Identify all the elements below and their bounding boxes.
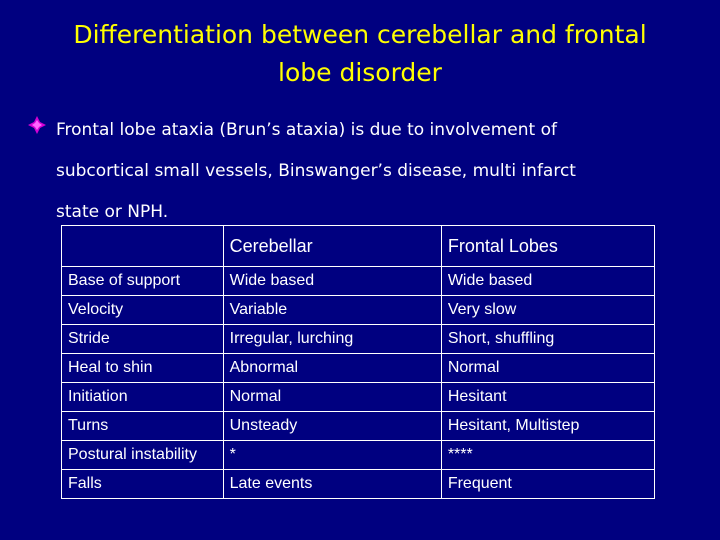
title-line-1: Differentiation between cerebellar and frontal	[73, 20, 647, 49]
table-row	[62, 354, 655, 383]
bullet-line-2: subcortical small vessels, Binswanger’s disease, multi infarct	[56, 161, 576, 181]
frontal-value: Frequent	[441, 470, 654, 499]
cerebellar-value: Normal	[223, 383, 441, 412]
row-label: Falls	[62, 470, 224, 499]
title-line-2: lobe disorder	[278, 58, 442, 87]
bullet-line-1: Frontal lobe ataxia (Brun’s ataxia) is due to involvement of	[56, 120, 557, 140]
table-row	[62, 441, 655, 470]
table-header-cell	[62, 226, 224, 267]
bullet-line-3: state or NPH.	[56, 202, 169, 222]
bullet-text	[56, 110, 656, 233]
cerebellar-value: Late events	[223, 470, 441, 499]
row-label: Base of support	[62, 267, 224, 296]
row-label: Initiation	[62, 383, 224, 412]
cerebellar-value: Variable	[223, 296, 441, 325]
slide-title	[40, 16, 680, 92]
frontal-value: Normal	[441, 354, 654, 383]
table-header-cerebellar: Cerebellar	[223, 226, 441, 267]
cerebellar-value: Abnormal	[223, 354, 441, 383]
frontal-value: Very slow	[441, 296, 654, 325]
table-row	[62, 267, 655, 296]
table-header-frontal-lobes: Frontal Lobes	[441, 226, 654, 267]
diamond-bullet-icon	[28, 116, 46, 134]
cerebellar-value: *	[223, 441, 441, 470]
frontal-value: Short, shuffling	[441, 325, 654, 354]
row-label: Heal to shin	[62, 354, 224, 383]
frontal-value: Wide based	[441, 267, 654, 296]
frontal-value: ****	[441, 441, 654, 470]
table-row	[62, 383, 655, 412]
row-label: Postural instability	[62, 441, 224, 470]
table-row	[62, 296, 655, 325]
table-header-row	[62, 226, 655, 267]
table-row	[62, 470, 655, 499]
cerebellar-value: Irregular, lurching	[223, 325, 441, 354]
frontal-value: Hesitant	[441, 383, 654, 412]
table-row	[62, 412, 655, 441]
frontal-value: Hesitant, Multistep	[441, 412, 654, 441]
row-label: Stride	[62, 325, 224, 354]
comparison-table	[61, 225, 655, 499]
cerebellar-value: Unsteady	[223, 412, 441, 441]
cerebellar-value: Wide based	[223, 267, 441, 296]
row-label: Velocity	[62, 296, 224, 325]
row-label: Turns	[62, 412, 224, 441]
table-row	[62, 325, 655, 354]
